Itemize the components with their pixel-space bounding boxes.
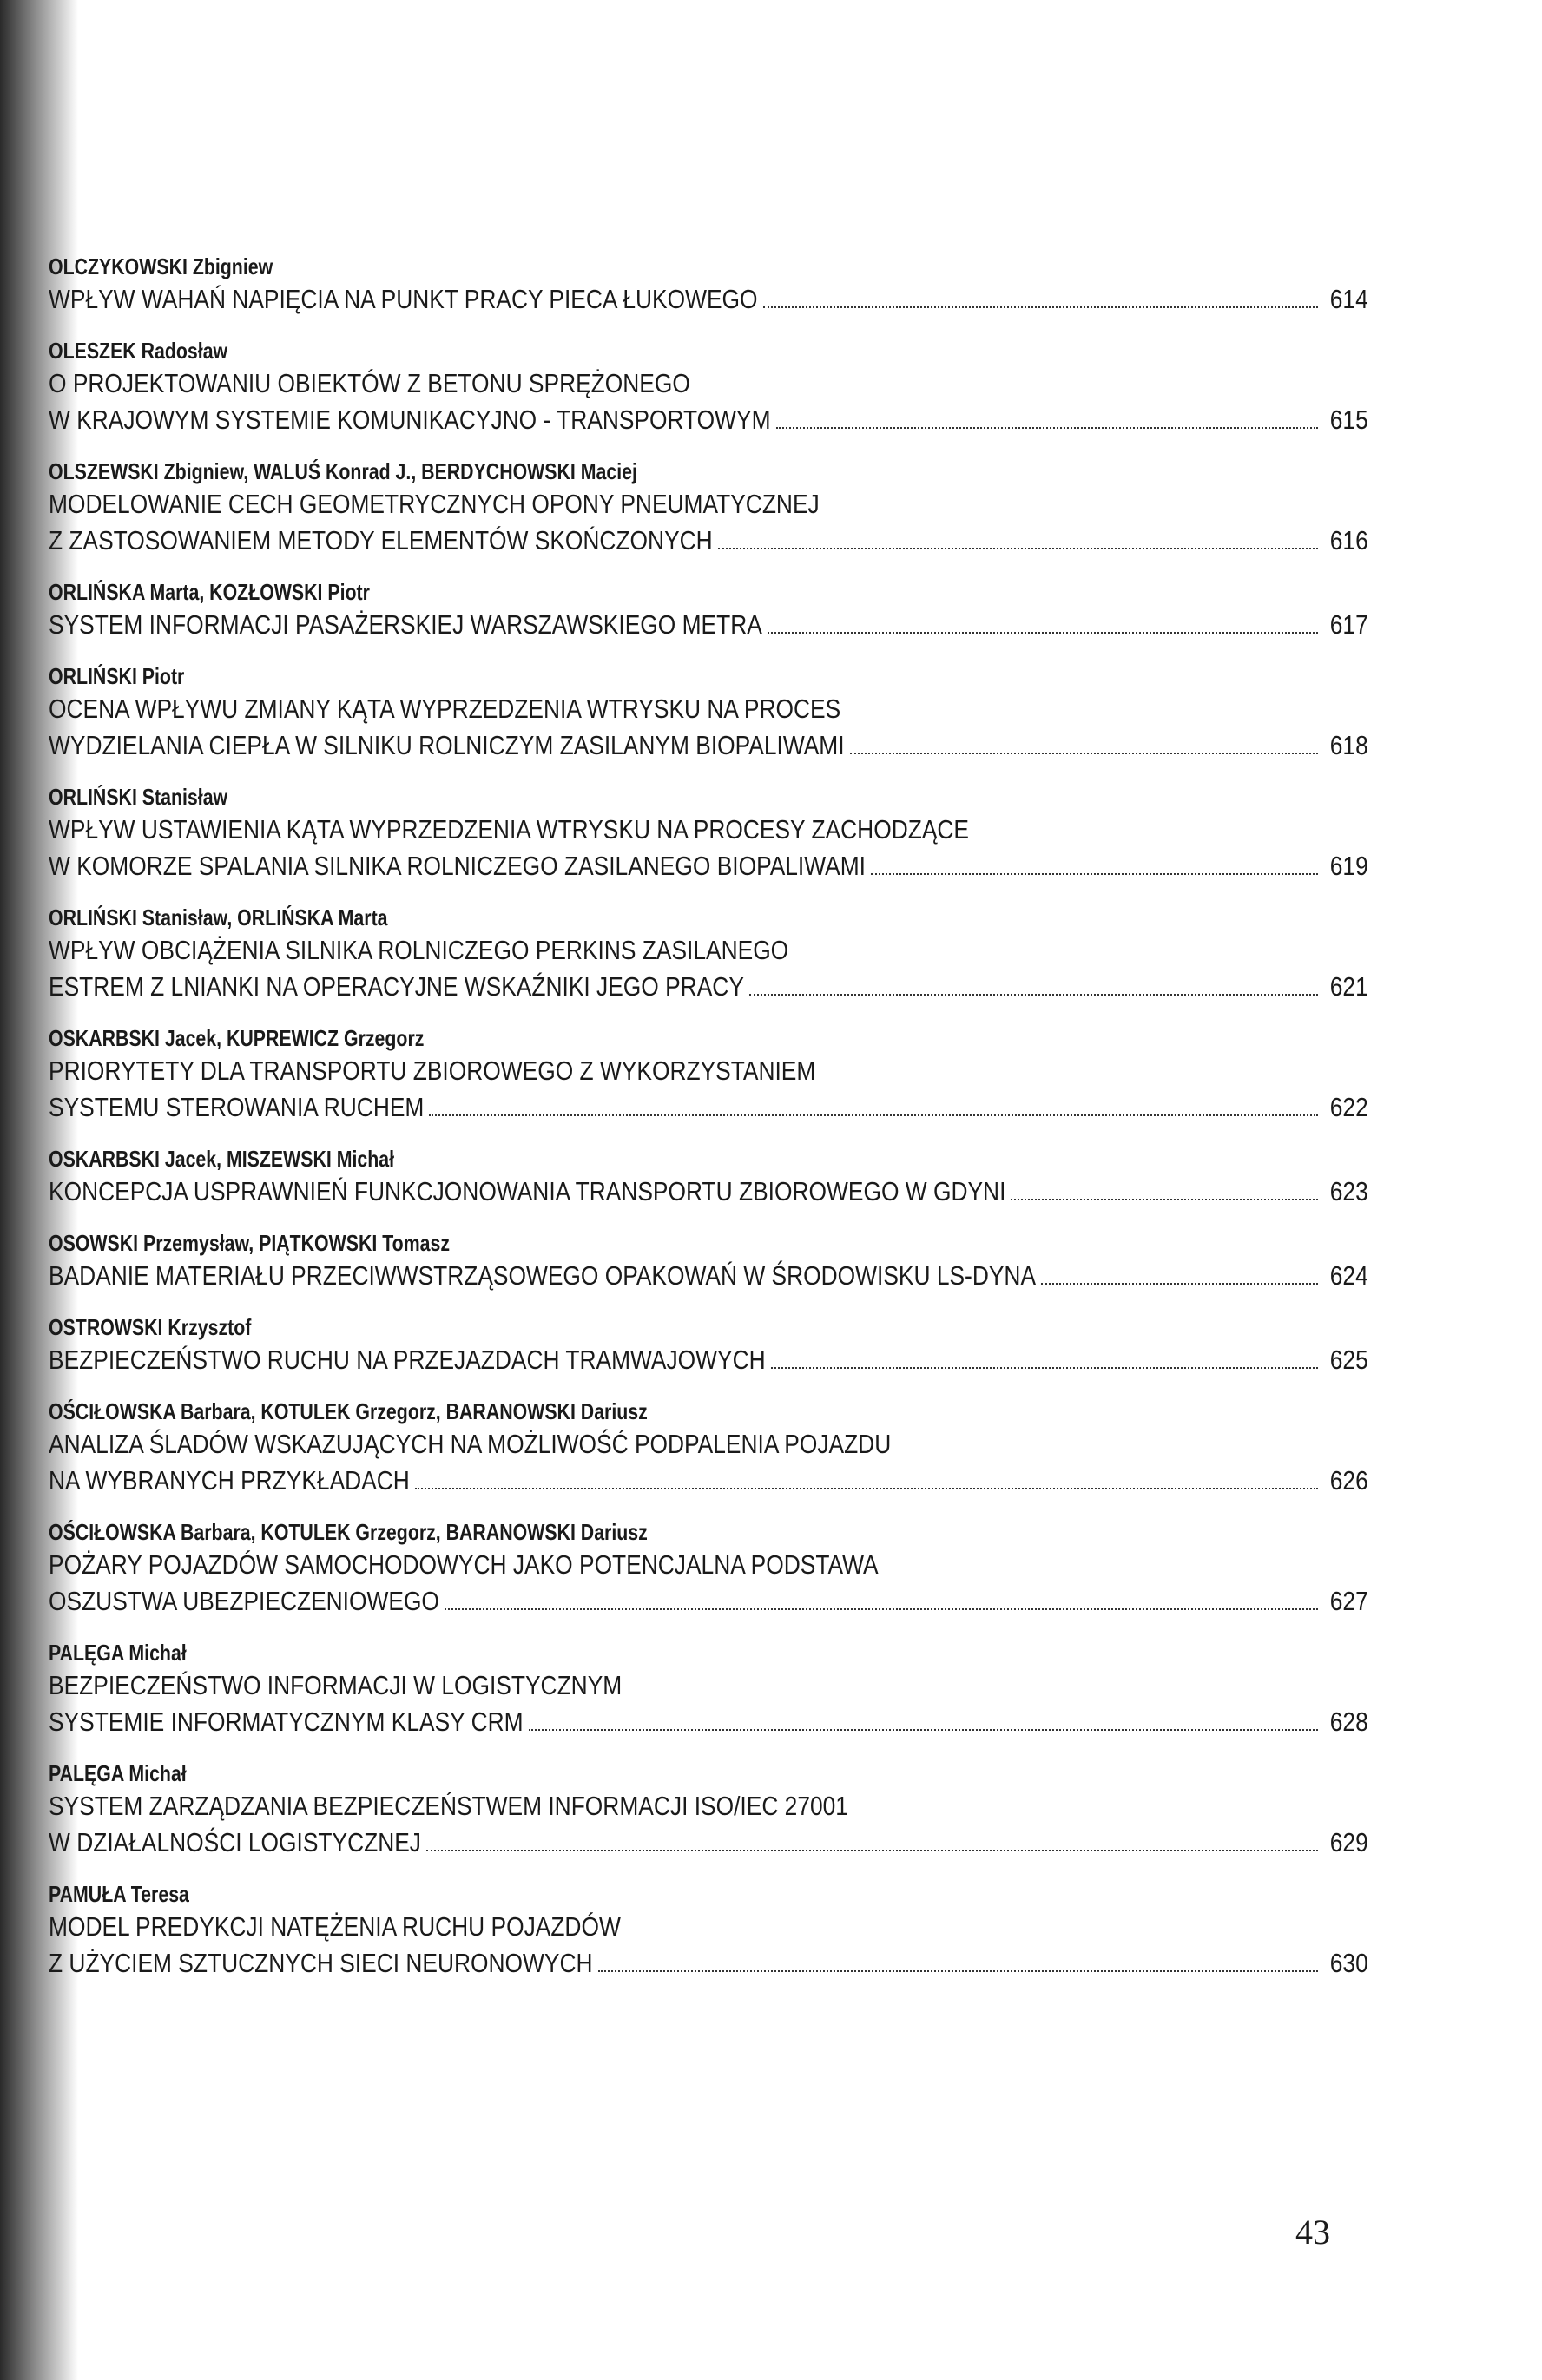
entry-title-line [49,1909,1368,1945]
entry-title-text: W DZIAŁALNOŚCI LOGISTYCZNEJ [49,1827,421,1857]
entry-authors: ORLIŃSKI Piotr [49,663,185,689]
toc-entry [49,336,1368,438]
entry-title-text: POŻARY POJAZDÓW SAMOCHODOWYCH JAKO POTENCJALNA PODSTAWA [49,1549,879,1580]
dot-leader [763,306,1319,308]
entry-page-number: 615 [1330,404,1368,435]
entry-page-number: 626 [1330,1465,1368,1496]
entry-title-line [49,812,1368,848]
dot-leader [718,547,1319,549]
entry-authors: OSOWSKI Przemysław, PIĄTKOWSKI Tomasz [49,1230,451,1256]
entry-authors: OSKARBSKI Jacek, MISZEWSKI Michał [49,1146,395,1172]
entry-title-text: WPŁYW USTAWIENIA KĄTA WYPRZEDZENIA WTRYSKU NA PROCESY ZACHODZĄCE [49,814,970,845]
entry-title-line [49,1704,1368,1740]
entry-title-text: Z ZASTOSOWANIEM METODY ELEMENTÓW SKOŃCZONYCH [49,525,713,556]
entry-authors: PALĘGA Michał [49,1640,187,1666]
entry-authors: ORLIŃSKI Stanisław, ORLIŃSKA Marta [49,904,388,930]
entry-authors: OSTROWSKI Krzysztof [49,1314,252,1340]
entry-title-text: NA WYBRANYCH PRZYKŁADACH [49,1465,410,1496]
entry-authors: OŚCIŁOWSKA Barbara, KOTULEK Grzegorz, BARANOWSKI Dariusz [49,1519,648,1545]
entry-title-line [49,523,1368,559]
entry-title-line [49,1583,1368,1620]
entry-page-number: 618 [1330,730,1368,760]
entry-title-line [49,1547,1368,1583]
entry-page-number: 627 [1330,1586,1368,1616]
entry-title-text: BEZPIECZEŃSTWO INFORMACJI W LOGISTYCZNYM [49,1670,623,1700]
entry-title-line [49,691,1368,727]
entry-title-text: Z UŻYCIEM SZTUCZNYCH SIECI NEURONOWYCH [49,1948,593,1978]
table-of-contents [49,252,1368,2000]
dot-leader [529,1728,1319,1731]
entry-page-number: 624 [1330,1260,1368,1291]
toc-entry [49,1228,1368,1294]
entry-title-line [49,1667,1368,1704]
entry-title-text: WPŁYW WAHAŃ NAPIĘCIA NA PUNKT PRACY PIECA ŁUKOWEGO [49,284,758,314]
toc-entry [49,782,1368,884]
entry-title-text: W KRAJOWYM SYSTEMIE KOMUNIKACYJNO - TRANSPORTOWYM [49,404,771,435]
entry-title-text: SYSTEM INFORMACJI PASAŻERSKIEJ WARSZAWSKIEGO METRA [49,609,762,640]
dot-leader [598,1969,1319,1972]
entry-title-line [49,1945,1368,1982]
entry-title-text: SYSTEM ZARZĄDZANIA BEZPIECZEŃSTWEM INFORMACJI ISO/IEC 27001 [49,1791,848,1821]
entry-title-text: ESTREM Z LNIANKI NA OPERACYJNE WSKAŹNIKI JEGO PRACY [49,971,744,1002]
entry-page-number: 621 [1330,971,1368,1002]
entry-title-text: SYSTEMU STEROWANIA RUCHEM [49,1092,425,1122]
toc-entry [49,1144,1368,1210]
dot-leader [771,1366,1319,1369]
entry-authors: OLSZEWSKI Zbigniew, WALUŚ Konrad J., BERDYCHOWSKI Maciej [49,458,637,484]
toc-entry [49,661,1368,764]
entry-title-text: PRIORYTETY DLA TRANSPORTU ZBIOROWEGO Z WYKORZYSTANIEM [49,1055,816,1086]
entry-page-number: 619 [1330,851,1368,881]
entry-page-number: 623 [1330,1176,1368,1206]
toc-entry [49,252,1368,318]
entry-authors: OLESZEK Radosław [49,338,228,364]
entry-title-line [49,1824,1368,1861]
entry-page-number: 625 [1330,1345,1368,1375]
dot-leader [426,1849,1318,1851]
dot-leader [768,631,1318,634]
entry-title-text: KONCEPCJA USPRAWNIEŃ FUNKCJONOWANIA TRANSPORTU ZBIOROWEGO W GDYNI [49,1176,1006,1206]
entry-authors: PAMUŁA Teresa [49,1881,189,1907]
entry-authors: ORLIŃSKI Stanisław [49,784,228,810]
entry-title-text: ANALIZA ŚLADÓW WSKAZUJĄCYCH NA MOŻLIWOŚĆ PODPALENIA POJAZDU [49,1429,892,1459]
toc-entry [49,1517,1368,1620]
entry-page-number: 614 [1330,284,1368,314]
entry-title-text: WYDZIELANIA CIEPŁA W SILNIKU ROLNICZYM ZASILANYM BIOPALIWAMI [49,730,845,760]
entry-title-line [49,1463,1368,1499]
entry-title-text: OCENA WPŁYWU ZMIANY KĄTA WYPRZEDZENIA WTRYSKU NA PROCES [49,694,841,724]
toc-entry [49,1879,1368,1982]
dot-leader [776,426,1319,429]
entry-title-line [49,969,1368,1005]
dot-leader [850,752,1319,754]
entry-title-line [49,1426,1368,1463]
entry-title-text: MODELOWANIE CECH GEOMETRYCZNYCH OPONY PNEUMATYCZNEJ [49,489,820,519]
entry-authors: ORLIŃSKA Marta, KOZŁOWSKI Piotr [49,579,370,605]
entry-title-line [49,1788,1368,1824]
entry-page-number: 622 [1330,1092,1368,1122]
entry-title-text: MODEL PREDYKCJI NATĘŻENIA RUCHU POJAZDÓW [49,1911,621,1942]
entry-title-text: SYSTEMIE INFORMATYCZNYM KLASY CRM [49,1706,524,1737]
dot-leader [1011,1198,1318,1200]
entry-title-line [49,1174,1368,1210]
entry-authors: OSKARBSKI Jacek, KUPREWICZ Grzegorz [49,1025,425,1051]
entry-title-line [49,402,1368,438]
entry-title-line [49,1258,1368,1294]
entry-title-text: OSZUSTWA UBEZPIECZENIOWEGO [49,1586,439,1616]
entry-title-line [49,1089,1368,1126]
entry-title-line [49,848,1368,884]
entry-authors: PALĘGA Michał [49,1760,187,1786]
entry-title-line [49,932,1368,969]
dot-leader [415,1487,1318,1489]
entry-page-number: 628 [1330,1706,1368,1737]
page-number: 43 [1295,2212,1330,2252]
entry-authors: OLCZYKOWSKI Zbigniew [49,253,273,279]
dot-leader [749,993,1318,996]
entry-page-number: 630 [1330,1948,1368,1978]
entry-title-line [49,486,1368,523]
dot-leader [1041,1282,1318,1285]
dot-leader [429,1114,1318,1116]
toc-entry [49,1023,1368,1126]
entry-title-line [49,281,1368,318]
entry-title-line [49,1342,1368,1378]
toc-entry [49,577,1368,643]
entry-title-text: BEZPIECZEŃSTWO RUCHU NA PRZEJAZDACH TRAMWAJOWYCH [49,1345,766,1375]
entry-title-text: W KOMORZE SPALANIA SILNIKA ROLNICZEGO ZASILANEGO BIOPALIWAMI [49,851,867,881]
toc-entry [49,1397,1368,1499]
entry-page-number: 616 [1330,525,1368,556]
toc-entry [49,1638,1368,1740]
toc-entry [49,1312,1368,1378]
dot-leader [871,872,1318,875]
toc-entry [49,903,1368,1005]
entry-title-text: BADANIE MATERIAŁU PRZECIWWSTRZĄSOWEGO OPAKOWAŃ W ŚRODOWISKU LS-DYNA [49,1260,1037,1291]
entry-title-line [49,607,1368,643]
entry-title-line [49,365,1368,402]
entry-authors: OŚCIŁOWSKA Barbara, KOTULEK Grzegorz, BARANOWSKI Dariusz [49,1398,648,1424]
toc-entry [49,457,1368,559]
toc-entry [49,1759,1368,1861]
entry-title-line [49,727,1368,764]
dot-leader [445,1607,1318,1610]
entry-page-number: 617 [1330,609,1368,640]
entry-title-text: O PROJEKTOWANIU OBIEKTÓW Z BETONU SPRĘŻONEGO [49,368,690,398]
entry-page-number: 629 [1330,1827,1368,1857]
entry-title-line [49,1053,1368,1089]
entry-title-text: WPŁYW OBCIĄŻENIA SILNIKA ROLNICZEGO PERKINS ZASILANEGO [49,935,789,965]
